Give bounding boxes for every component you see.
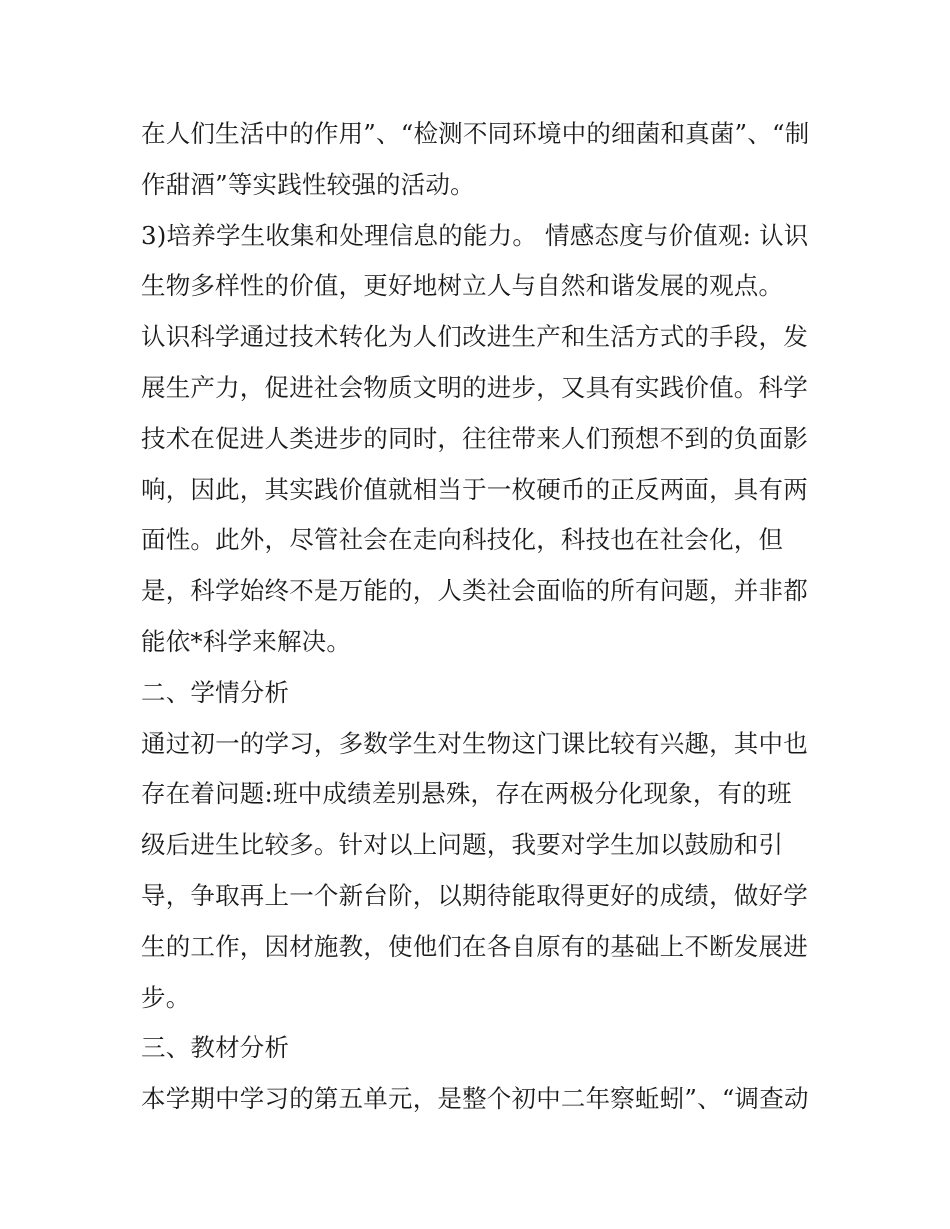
paragraph-line: 导，争取再上一个新台阶，以期待能取得更好的成绩，做好学 — [141, 880, 808, 910]
paragraph-line: 能依*科学来解决。 — [141, 626, 352, 656]
paragraph-line: 生物多样性的价值，更好地树立人与自然和谐发展的观点。 — [141, 271, 784, 301]
paragraph-line: 步。 — [141, 982, 191, 1012]
paragraph-line: 生的工作，因材施教，使他们在各自原有的基础上不断发展进 — [141, 931, 808, 961]
paragraph-line: 通过初一的学习，多数学生对生物这门课比较有兴趣，其中也 — [141, 728, 808, 758]
paragraph-line: 作甜酒”等实践性较强的活动。 — [141, 169, 475, 199]
paragraph-line: 是，科学始终不是万能的，人类社会面临的所有问题，并非都 — [141, 576, 808, 606]
paragraph-line: 级后进生比较多。针对以上问题，我要对学生加以鼓励和引 — [141, 830, 784, 860]
paragraph-line: 技术在促进人类进步的同时，往往带来人们预想不到的负面影 — [141, 423, 808, 453]
paragraph-line: 本学期中学习的第五单元，是整个初中二年察蚯蚓”、“调查动 — [141, 1084, 809, 1114]
paragraph-line: 展生产力，促进社会物质文明的进步，又具有实践价值。科学 — [141, 372, 808, 402]
section-heading-student-analysis: 二、学情分析 — [141, 677, 290, 707]
section-heading-textbook-analysis: 三、教材分析 — [141, 1033, 290, 1063]
paragraph-line: 面性。此外，尽管社会在走向科技化，科技也在社会化，但 — [141, 525, 784, 555]
paragraph-line: 3)培养学生收集和处理信息的能力。 情感态度与价值观: 认识 — [141, 220, 809, 250]
paragraph-line: 存在着问题:班中成绩差别悬殊，存在两极分化现象，有的班 — [141, 779, 792, 809]
document-body — [141, 109, 821, 1125]
paragraph-line: 认识科学通过技术转化为人们改进生产和生活方式的手段，发 — [141, 322, 808, 352]
paragraph-line: 响，因此，其实践价值就相当于一枚硬币的正反两面，具有两 — [141, 474, 808, 504]
paragraph-line: 在人们生活中的作用”、“检测不同环境中的细菌和真菌”、“制 — [141, 119, 810, 148]
